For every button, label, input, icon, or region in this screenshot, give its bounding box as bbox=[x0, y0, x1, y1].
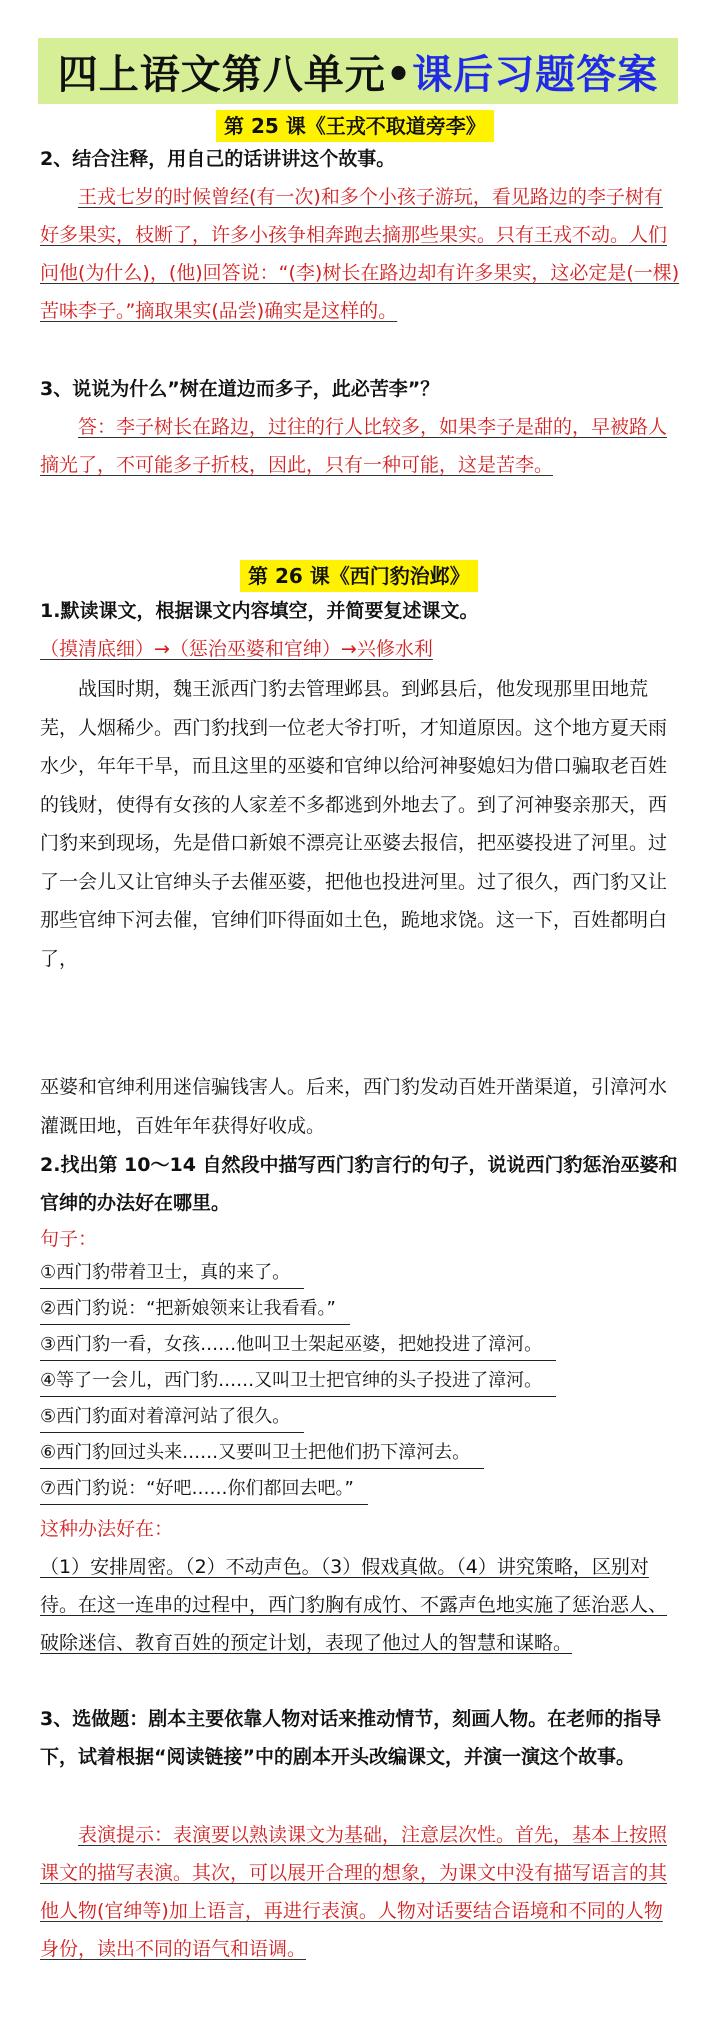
sentence-6: ⑥西门豹回过头来……又要叫卫士把他们扔下漳河去。 bbox=[40, 1438, 484, 1469]
title-part2: 课后习题答案 bbox=[412, 51, 659, 98]
lesson-26-question-1: 1.默读课文，根据课文内容填空，并简要复述课文。 bbox=[40, 600, 479, 622]
lesson-26-story-part1: 战国时期，魏王派西门豹去管理邺县。到邺县后，他发现那里田地荒芜，人烟稀少。西门豹找到一位老大爷打听，才知道原因。这个地方夏天雨水少，年年干旱，而且这里的巫婆和官绅以给河神娶媳妇为借口骗取老百姓的钱财，使得有女孩的人家差不多都逃到外地去了。到了河神娶亲那天，西门豹来到现场，先是借口新娘不漂亮让巫婆去报信，把巫婆投进了河里。过了一会儿又让官绅头子去催巫婆，把他也投进河里。过了很久，西门豹又让那些官绅下河去催，官绅们吓得面如土色，跪地求饶。这一下，百姓都明白了， bbox=[40, 678, 668, 970]
sentence-4: ④等了一会儿，西门豹……又叫卫士把官绅的头子投进了漳河。 bbox=[40, 1366, 556, 1397]
sentence-2: ②西门豹说：“把新娘领来让我看看。” bbox=[40, 1294, 350, 1325]
lesson-26-heading: 第 26 课《西门豹治邺》 bbox=[240, 560, 478, 592]
method-answer: （1）安排周密。（2）不动声色。（3）假戏真做。（4）讲究策略，区别对待。在这一连串的过程中，西门豹胸有成竹、不露声色地实施了惩治恶人、破除迷信、教育百姓的预定计划，表现了他过人的智慧和谋略。 bbox=[40, 1556, 668, 1654]
sentence-1: ①西门豹带着卫士，真的来了。 bbox=[40, 1258, 304, 1289]
method-label: 这种办法好在： bbox=[40, 1518, 174, 1540]
lesson-25-answer-2: 王戎七岁的时候曾经(有一次)和多个小孩子游玩，看见路边的李子树有好多果实，枝断了，许多小孩争相奔跑去摘那些果实。只有王戎不动。人们问他(为什么)，(他)回答说：“(李)树长在路边却有许多果实，这必定是(一棵)苦味李子。”摘取果实(品尝)确实是这样的。 bbox=[40, 186, 680, 322]
sentences-label: 句子： bbox=[40, 1228, 98, 1250]
sentence-5: ⑤西门豹面对着漳河站了很久。 bbox=[40, 1402, 304, 1433]
lesson-26-question-3: 3、选做题：剧本主要依靠人物对话来推动情节，刻画人物。在老师的指导下，试着根据“阅读链接”中的剧本开头改编课文，并演一演这个故事。 bbox=[40, 1708, 662, 1768]
lesson-25-question-2: 2、结合注释，用自己的话讲讲这个故事。 bbox=[40, 148, 396, 170]
lesson-25-answer-3: 答：李子树长在路边，过往的行人比较多，如果李子是甜的，早被路人摘光了，不可能多子折枝，因此，只有一种可能，这是苦李。 bbox=[40, 416, 668, 476]
lesson-26-question-2: 2.找出第 10～14 自然段中描写西门豹言行的句子，说说西门豹惩治巫婆和官绅的办法好在哪里。 bbox=[40, 1154, 678, 1214]
sentence-7: ⑦西门豹说：“好吧……你们都回去吧。” bbox=[40, 1474, 368, 1505]
sentence-3: ③西门豹一看，女孩……他叫卫士架起巫婆，把她投进了漳河。 bbox=[40, 1330, 556, 1361]
title-part1: 四上语文第八单元• bbox=[57, 51, 413, 98]
lesson-25-question-3: 3、说说为什么”树在道边而多子，此必苦李”？ bbox=[40, 378, 440, 400]
lesson-26-story-part2: 巫婆和官绅利用迷信骗钱害人。后来，西门豹发动百姓开凿渠道，引漳河水灌溉田地，百姓年年获得好收成。 bbox=[40, 1076, 668, 1137]
lesson-26-fill-answer: （摸清底细）→（惩治巫婆和官绅）→兴修水利 bbox=[40, 638, 433, 660]
page-title bbox=[38, 38, 678, 104]
performance-tips: 表演提示：表演要以熟读课文为基础，注意层次性。首先，基本上按照课文的描写表演。其次，可以展开合理的想象，为课文中没有描写语言的其他人物(官绅等)加上语言，再进行表演。人物对话要结合语境和不同的人物身份，读出不同的语气和语调。 bbox=[40, 1824, 668, 1960]
lesson-25-heading: 第 25 课《王戎不取道旁李》 bbox=[216, 110, 494, 142]
